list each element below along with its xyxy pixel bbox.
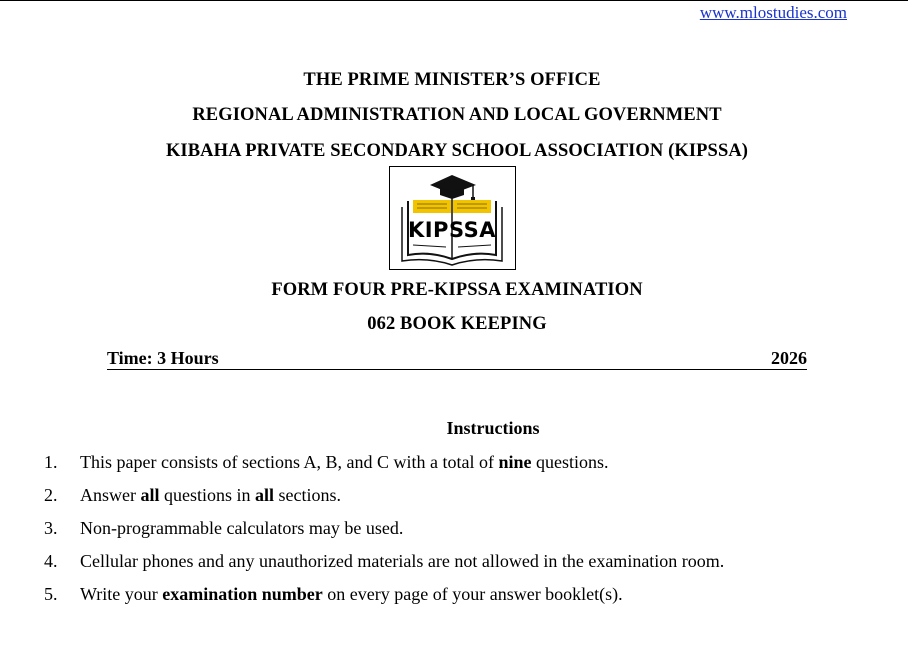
- instruction-run: Non-programmable calculators may be used.: [80, 518, 404, 538]
- instruction-emphasis: all: [140, 485, 160, 505]
- exam-subject: 062 BOOK KEEPING: [367, 314, 547, 334]
- instruction-run: questions.: [531, 452, 609, 472]
- instruction-number: 5.: [44, 584, 58, 604]
- instruction-run: questions in: [159, 485, 256, 505]
- instruction-number: 3.: [44, 518, 58, 538]
- kipssa-logo: [389, 166, 516, 270]
- instruction-number: 2.: [44, 485, 58, 505]
- website-link[interactable]: www.mlostudies.com: [699, 3, 847, 22]
- book-page-right: [453, 200, 491, 213]
- instruction-emphasis: examination number: [162, 584, 323, 604]
- instruction-text: [80, 584, 623, 605]
- time-year-row: [107, 348, 807, 370]
- header-association: KIBAHA PRIVATE SECONDARY SCHOOL ASSOCIATION (KIPSSA): [165, 141, 749, 161]
- instruction-run: Answer: [80, 485, 141, 505]
- instruction-text: [80, 551, 724, 572]
- header-office: THE PRIME MINISTER’S OFFICE: [303, 70, 601, 90]
- instruction-run: sections.: [274, 485, 342, 505]
- instruction-emphasis: all: [255, 485, 275, 505]
- header-administration: REGIONAL ADMINISTRATION AND LOCAL GOVERNMENT: [192, 105, 722, 125]
- instruction-run: This paper consists of sections A, B, and C with a total of: [80, 452, 499, 472]
- instruction-text: [80, 518, 403, 539]
- logo-text: KIPSSA: [407, 218, 497, 242]
- instruction-run: Cellular phones and any unauthorized materials are not allowed in the examination room.: [80, 551, 725, 571]
- instruction-number: 1.: [44, 452, 58, 472]
- instruction-number: 4.: [44, 551, 58, 571]
- instruction-run: Write your: [80, 584, 163, 604]
- instruction-run: on every page of your answer booklet(s).: [322, 584, 623, 604]
- exam-title: FORM FOUR PRE-KIPSSA EXAMINATION: [271, 280, 643, 300]
- top-rule: [0, 0, 908, 1]
- instructions-title: Instructions: [446, 418, 540, 438]
- book-page-left: [413, 200, 451, 213]
- instruction-text: [80, 452, 608, 473]
- instruction-text: [80, 485, 341, 506]
- time-allowed: Time: 3 Hours: [107, 348, 219, 368]
- instruction-emphasis: nine: [498, 452, 532, 472]
- exam-year: 2026: [771, 348, 807, 368]
